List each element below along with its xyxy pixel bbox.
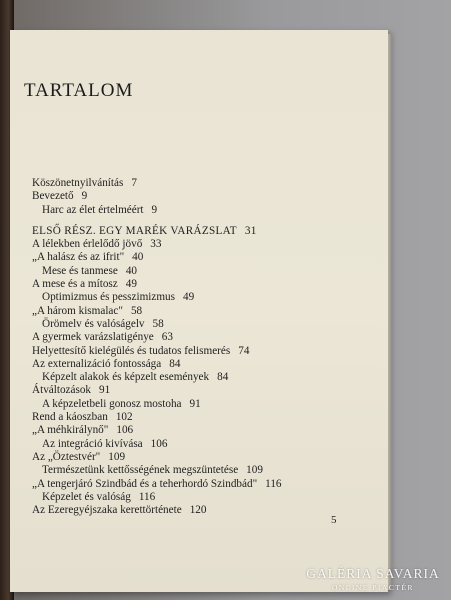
toc-entry-page: 106 [150, 437, 168, 450]
page-number: 5 [331, 514, 337, 526]
toc-entry-title: Átváltozások [32, 384, 92, 397]
toc-entry-title: „A méhkirálynő" [32, 424, 109, 437]
toc-entry [32, 384, 382, 397]
toc-entry [32, 238, 382, 251]
toc-entry-title: Optimizmus és pesszimizmus [42, 291, 175, 304]
toc-entry-page: 9 [151, 203, 158, 216]
toc-entry [32, 265, 382, 278]
toc-entry [32, 371, 382, 384]
toc-entry [32, 305, 382, 318]
toc-entry [32, 424, 382, 437]
toc-entry-page: 120 [189, 504, 207, 517]
toc-entry-title: Mese és tanmese [42, 264, 118, 277]
watermark-sub: ONLINE PIACTÉR [331, 583, 415, 592]
toc-entry-title: A gyermek varázslatigénye [32, 331, 154, 344]
toc-entry [32, 411, 382, 424]
toc-entry [32, 331, 382, 344]
table-of-contents [32, 177, 382, 517]
toc-entry [32, 318, 382, 331]
toc-entry [32, 278, 382, 291]
toc-entry-page: 102 [115, 411, 133, 424]
toc-entry-title: Képzelet és valóság [42, 490, 131, 503]
toc-entry-title: Az Ezeregyéjszaka kerettörténete [32, 504, 182, 517]
toc-entry-page: 40 [132, 251, 144, 264]
toc-entry [32, 491, 382, 504]
toc-entry [32, 251, 382, 264]
toc-entry-title: „A halász és az ifrit" [32, 251, 125, 264]
toc-entry-page: 58 [130, 304, 143, 317]
toc-part-heading [32, 225, 382, 238]
toc-entry-page: 109 [108, 450, 126, 463]
toc-entry-title: Természetünk kettősségének megszüntetése [42, 464, 239, 477]
toc-entry [32, 478, 382, 491]
toc-entry-page: 31 [244, 224, 257, 237]
toc-entry-title: Harc az élet értelméért [42, 203, 144, 216]
toc-entry [32, 438, 382, 451]
toc-entry-page: 84 [217, 371, 229, 384]
toc-entry-page: 58 [152, 317, 164, 330]
toc-entry-page: 91 [99, 384, 111, 397]
toc-entry-title: Az externalizáció fontossága [32, 357, 162, 370]
toc-entry-page: 109 [246, 464, 263, 477]
toc-entry [32, 190, 382, 203]
page-title: TARTALOM [24, 80, 134, 101]
toc-entry-page: 116 [138, 490, 156, 503]
toc-entry-title: Az integráció kivívása [42, 437, 143, 450]
watermark [298, 566, 448, 592]
toc-entry-page: 7 [131, 177, 137, 189]
toc-entry [32, 177, 382, 190]
toc-entry-title: „A három kismalac" [32, 304, 123, 317]
toc-entry-page: 49 [183, 291, 195, 304]
toc-entry-title: Rend a káoszban [32, 411, 108, 424]
toc-entry [32, 464, 382, 477]
page-edge [388, 34, 392, 590]
toc-entry-page: 116 [265, 477, 282, 490]
toc-entry-title: Örömelv és valóságelv [42, 317, 145, 330]
toc-entry-title: Az „Öztestvér" [32, 450, 101, 463]
toc-entry-title: Köszönetnyilvánítás [32, 177, 124, 189]
toc-entry-page: 91 [189, 397, 201, 410]
toc-entry [32, 345, 382, 358]
toc-entry-page: 74 [238, 344, 250, 357]
toc-entry-title: A lélekben érlelődő jövő [32, 238, 143, 251]
toc-entry-page: 63 [161, 331, 173, 344]
toc-entry-page: 9 [81, 190, 88, 203]
toc-entry-title: Helyettesítő kielégülés és tudatos felismerés [32, 344, 231, 357]
toc-entry [32, 291, 382, 304]
toc-entry-title: „A tengerjáró Szindbád és a teherhordó Szindbád" [32, 477, 258, 490]
toc-entry-title: Képzelt alakok és képzelt események [42, 371, 210, 384]
watermark-main: GALÉRIA SAVARIA [306, 566, 440, 581]
toc-entry-page: 49 [125, 278, 137, 291]
toc-entry [32, 204, 382, 217]
toc-entry [32, 358, 382, 371]
toc-entry-page: 33 [150, 238, 162, 251]
toc-entry-title: A mese és a mítosz [32, 278, 118, 291]
toc-entry [32, 451, 382, 464]
toc-entry-page: 84 [169, 357, 181, 370]
toc-entry-page: 40 [125, 264, 137, 277]
toc-entry [32, 398, 382, 411]
toc-entry-title: Bevezető [32, 190, 74, 203]
toc-entry [32, 504, 382, 517]
toc-entry-page: 106 [116, 424, 134, 437]
toc-entry-title: ELSŐ RÉSZ. EGY MARÉK VARÁZSLAT [32, 224, 237, 237]
toc-entry-title: A képzeletbeli gonosz mostoha [42, 397, 182, 410]
